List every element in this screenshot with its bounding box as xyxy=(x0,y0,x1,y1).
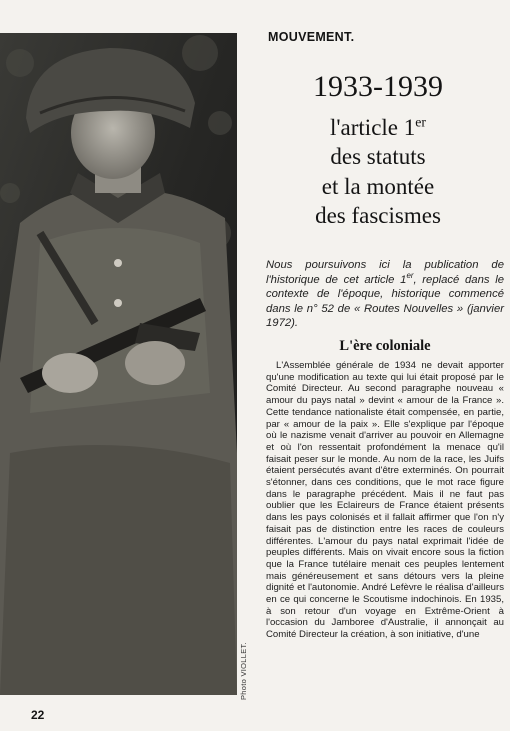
photo-credit: Photo VIOLLET. xyxy=(239,642,248,700)
section-label: MOUVEMENT. xyxy=(268,30,355,44)
intro-paragraph: Nous poursuivons ici la publication de l'historique de cet article 1er, replacé dans le contexte de l'époque, historique commencé dans le n° 52 de « Routes Nouvelles » (janvier 1972). xyxy=(266,259,504,329)
article-title-line-3: et la montée xyxy=(321,174,435,199)
article-title-line-1: l'article 1er xyxy=(330,114,426,140)
article-title-line-4: des fascismes xyxy=(315,203,441,228)
soldier-photo xyxy=(0,33,237,695)
page-number: 22 xyxy=(31,708,45,722)
subheading: L'ère coloniale xyxy=(339,338,431,354)
article-title-line-2: des statuts xyxy=(330,144,426,169)
body-text: L'Assemblée générale de 1934 ne devait apporter qu'une modification au texte qui lui était proposé par le Comité Directeur. Au second paragraphe nouveau « amour du pays natal » devint « amour de la France ». Cette tendance nationaliste était compensée, en partie, par « amour de la paix ». Elle s'explique par l'époque où le nazisme venait d'arriver au pouvoir en Allemagne et où l'on ressentait profondément la menace qu'il faisait peser sur le monde. Au nom de la race, les Juifs étaient persécutés avant d'être exterminés. On pourrait s'étonner, dans ces conditions, que le mot race figure dans le paragraphe précédent. Mais il ne faut pas oublier que les Eclaireurs de France étaient présents dans les pays colonisés et il fallait affirmer que l'on n'y faisait pas de distinction entre les races de couleurs différentes. L'amour du pays natal exprimait l'idée de peuples différents. Mais on vivait encore sous la fiction que la France tutélaire menait ces peuples lentement mais généreusement et sans détours vers la pleine dignité et l'autonomie. André Lefèvre le réalisa d'ailleurs en ce qui concerne le Scoutisme indochinois. En 1935, à son retour d'un voyage en Extrême-Orient à l'occasion du Jamboree d'Australie, il annonçait au Comité Directeur la création, à son initiative, d'une xyxy=(266,360,504,641)
article-title-years: 1933-1939 xyxy=(313,70,443,103)
soldier-photo-illustration xyxy=(0,33,237,695)
